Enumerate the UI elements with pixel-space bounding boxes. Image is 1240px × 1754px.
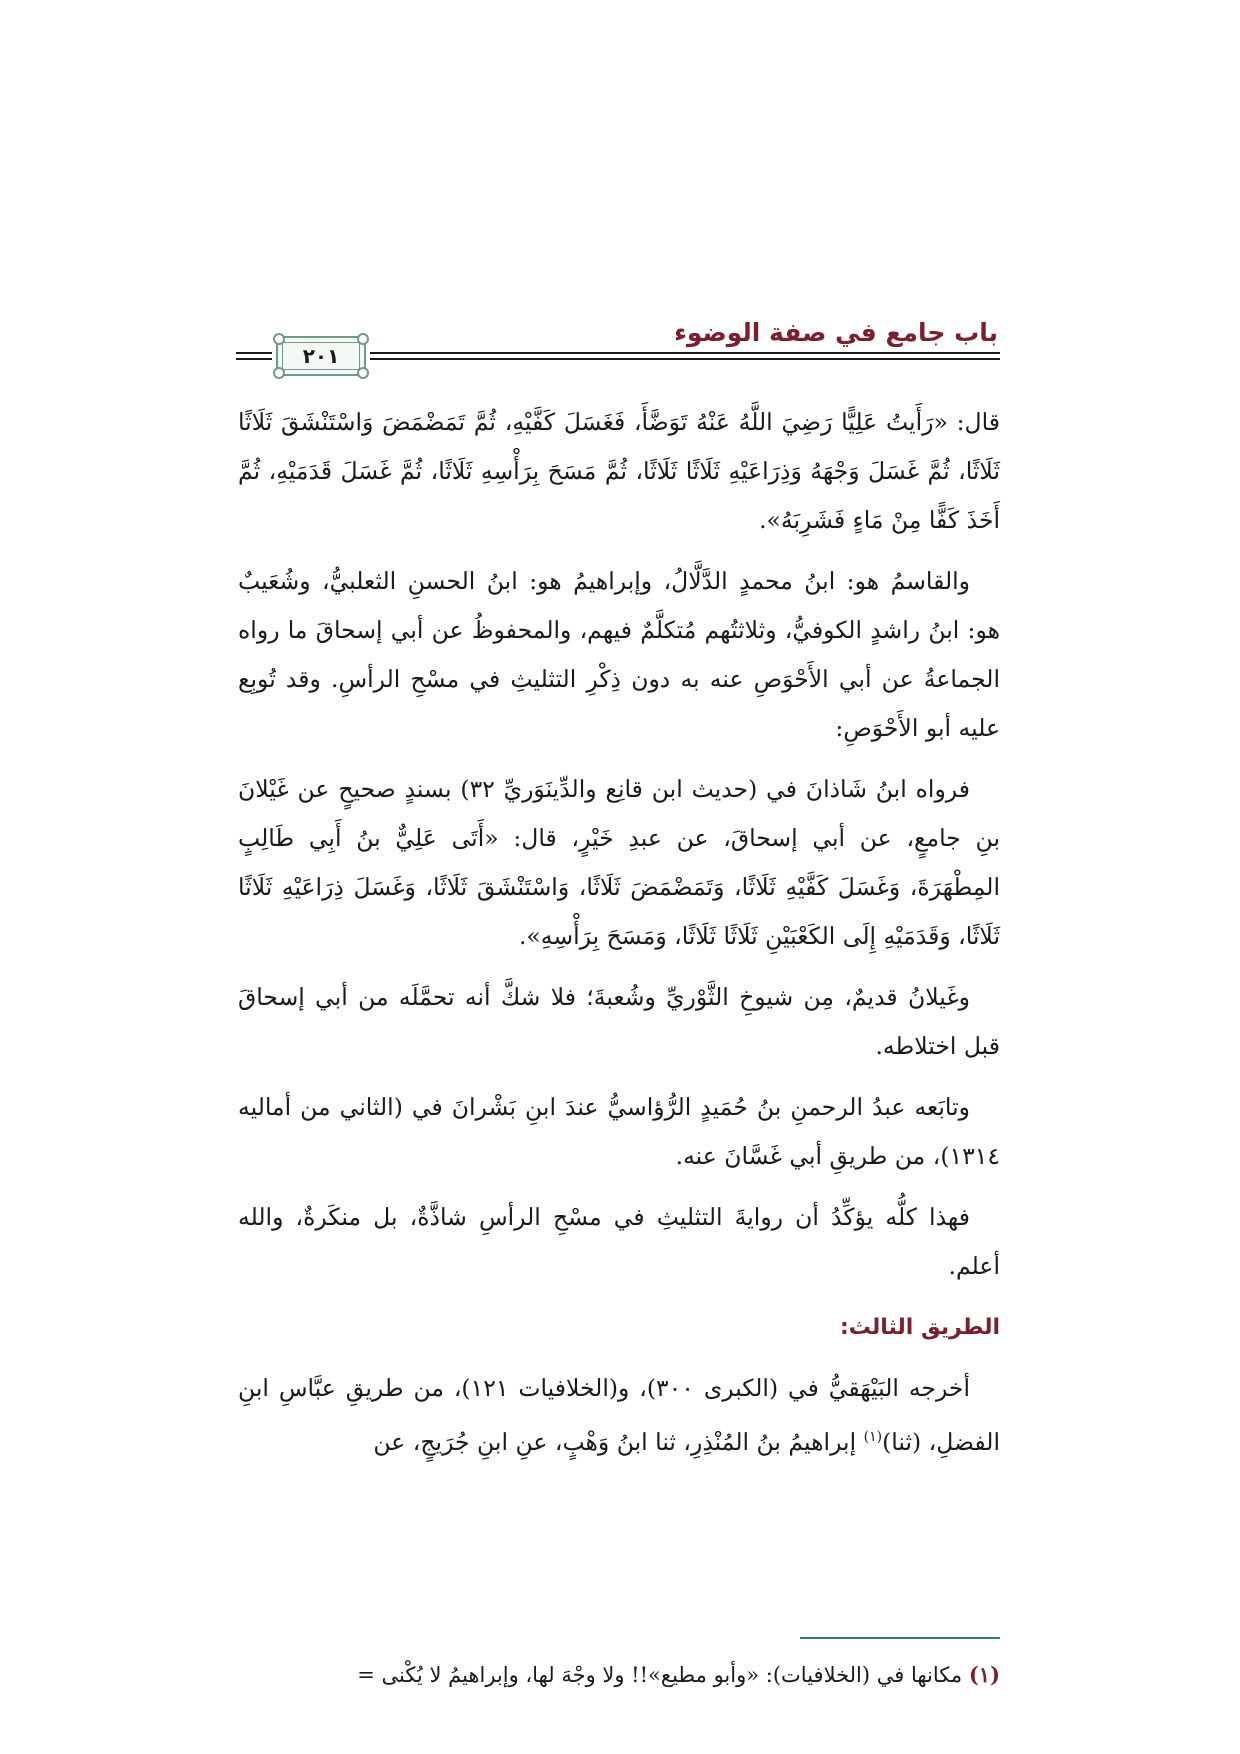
paragraph-narrators: والقاسمُ هو: ابنُ محمدٍ الدَّلَّالُ، وإبراهيمُ هو: ابنُ الحسنِ الثعلبيُّ، وشُعَيبٌ هو: ابنُ راشدٍ الكوفيُّ، وثلاثتُهم مُتكلَّمٌ فيهم، والمحفوظُ عن أبي إسحاقَ ما رواه الجماعةُ عن أبي الأَحْوَصِ عنه به دون ذِكْرِ التثليثِ في مسْحِ الرأسِ. وقد تُوبِع عليه أبو الأَحْوَصِ: bbox=[238, 567, 1000, 742]
paragraph-conclusion: فهذا كلُّه يؤكِّدُ أن روايةَ التثليثِ في مسْحِ الرأسِ شاذَّةٌ، بل منكَرةٌ، والله أعلم. bbox=[238, 1203, 1000, 1280]
header-rule-right bbox=[370, 352, 1000, 354]
chapter-title: باب جامع في صفة الوضوء bbox=[674, 318, 998, 347]
footnote-divider bbox=[800, 1637, 1000, 1639]
paragraph-bayhaqi bbox=[238, 1364, 1000, 1467]
frame-ornament-icon bbox=[273, 367, 285, 379]
footnote-number: (١) bbox=[968, 1662, 1000, 1687]
footnote-reference[interactable]: (١) bbox=[863, 1429, 883, 1445]
header-rule-right-double bbox=[370, 358, 1000, 360]
page-number: ٢٠١ bbox=[302, 344, 340, 368]
section-heading: الطريق الثالث: bbox=[839, 1315, 1000, 1340]
paragraph-ibn-shadhan: فرواه ابنُ شَاذانَ في (حديث ابن قانِع والدِّينَوَريِّ ٣٢) بسندٍ صحيحٍ عن غَيْلانَ بنِ جامعٍ، عن أبي إسحاقَ، عن عبدِ خَيْرٍ، قال: «أَتَى عَلِيٌّ بنُ أَبِي طَالِبٍ المِطْهَرَةَ، وَغَسَلَ كَفَّيْهِ ثَلَاثًا، وَتَمَضْمَضَ ثَلَاثًا، وَاسْتَنْشَقَ ثَلَاثًا، وَغَسَلَ ذِرَاعَيْهِ ثَلَاثًا ثَلَاثًا، وَقَدَمَيْهِ إِلَى الكَعْبَيْنِ ثَلَاثًا ثَلَاثًا، وَمَسَحَ بِرَأْسِهِ». bbox=[238, 775, 1000, 950]
header-rule-left-double bbox=[236, 358, 272, 360]
page-number-frame bbox=[276, 336, 366, 376]
paragraph-bayhaqi-end: إبراهيمُ بنُ المُنْذِرِ، ثنا ابنُ وَهْبٍ، عنِ ابنِ جُرَيجٍ، عن bbox=[373, 1427, 864, 1456]
main-text bbox=[238, 398, 1000, 1479]
frame-ornament-icon bbox=[357, 367, 369, 379]
footnote bbox=[238, 1658, 1000, 1692]
paragraph-bayhaqi-start: أخرجه البَيْهَقيُّ في (الكبرى ٣٠٠)، و(الخلافيات ١٢١)، من طريقِ عبَّاسِ ابنِ الفضلِ، (ثنا) bbox=[238, 1374, 1000, 1456]
footnote-text: مكانها في (الخلافيات): «وأبو مطيع»!! ولا وجْهَ لها، وإبراهيمُ لا يُكْنى = bbox=[357, 1663, 963, 1687]
header-rule-left bbox=[236, 352, 272, 354]
paragraph-rawasi: وتابَعه عبدُ الرحمنِ بنُ حُمَيدٍ الرُّؤاسيُّ عندَ ابنِ بَشْرانَ في (الثاني من أماليه ١٣١٤)، من طريقِ أبي غَسَّانَ عنه. bbox=[238, 1093, 1000, 1170]
paragraph-ghaylan: وغَيلانُ قديمٌ، مِن شيوخِ الثَّوْريِّ وشُعبةَ؛ فلا شكَّ أنه تحمَّلَه من أبي إسحاقَ قبل اختلاطه. bbox=[238, 983, 1000, 1060]
paragraph-hadith-quote: قال: «رَأَيتُ عَلِيًّا رَضِيَ اللَّهُ عَنْهُ تَوَضَّأَ، فَغَسَلَ كَفَّيْهِ، ثُمَّ تَمَضْمَضَ وَاسْتَنْشَقَ ثَلَاثًا ثَلَاثًا، ثُمَّ غَسَلَ وَجْهَهُ وَذِرَاعَيْهِ ثَلَاثًا ثَلَاثًا، ثُمَّ مَسَحَ بِرَأْسِهِ ثَلَاثًا، ثُمَّ غَسَلَ قَدَمَيْهِ، ثُمَّ أَخَذَ كَفًّا مِنْ مَاءٍ فَشَرِبَهُ». bbox=[238, 408, 1000, 534]
